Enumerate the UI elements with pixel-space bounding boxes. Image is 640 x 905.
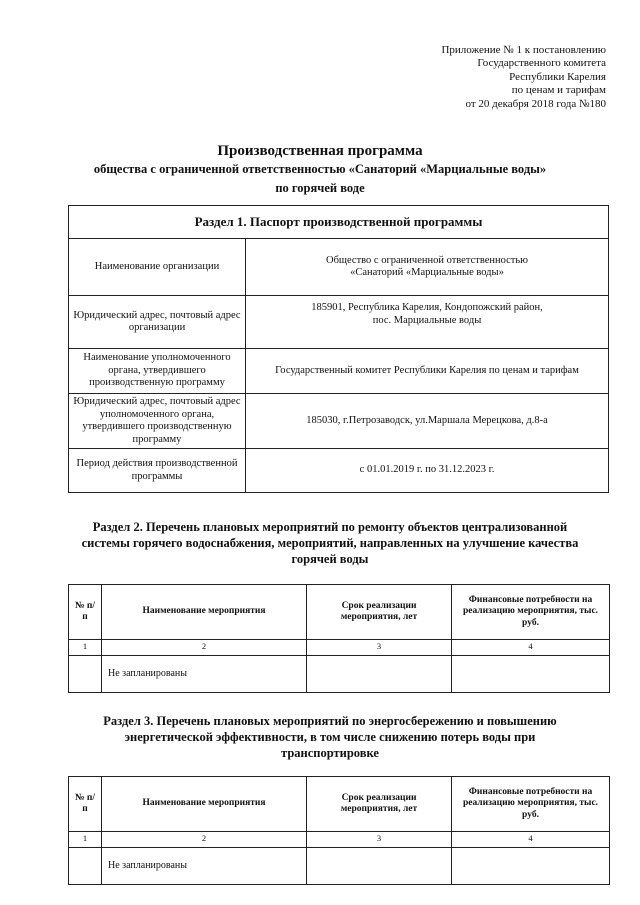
column-number-row	[69, 640, 610, 656]
title-subtitle-2: по горячей воде	[275, 181, 365, 195]
table-row	[69, 656, 610, 693]
col-index: 4	[452, 832, 610, 848]
passport-row	[69, 296, 609, 349]
title-line: энергетической эффективности, в том числе снижению потерь воды при	[124, 730, 536, 744]
appendix-line: Государственного комитета	[477, 57, 606, 70]
document-title	[0, 142, 640, 198]
passport-row	[69, 349, 609, 394]
passport-row	[69, 239, 609, 296]
col-index: 2	[102, 640, 307, 656]
table-header-row	[69, 777, 610, 832]
passport-label: Юридический адрес, почтовый адрес уполномоченного органа, утвердившего производственную программу	[69, 394, 246, 449]
col-name: Наименование мероприятия	[102, 777, 307, 832]
col-number: № п/п	[69, 777, 102, 832]
value-line: «Санаторий «Марциальные воды»	[350, 267, 504, 278]
passport-label: Наименование уполномоченного органа, утвердившего производственную программу	[69, 349, 246, 394]
col-index: 4	[452, 640, 610, 656]
appendix-line: Приложение № 1 к постановлению	[441, 44, 606, 56]
value-line: с 01.01.2019 г. по 31.12.2023 г.	[359, 464, 495, 476]
col-name: Наименование мероприятия	[102, 585, 307, 640]
value-line: пос. Марциальные воды	[372, 314, 482, 326]
appendix-line: Республики Карелия	[509, 70, 606, 83]
column-number-row	[69, 832, 610, 848]
table-row	[69, 848, 610, 885]
cell-empty	[307, 848, 452, 885]
appendix-line: по ценам и тарифам	[511, 84, 606, 97]
section2-title	[40, 519, 620, 567]
passport-row	[69, 449, 609, 493]
col-index: 1	[69, 640, 102, 656]
value-line: Государственный комитет Республики Карелия по ценам и тарифам	[275, 364, 579, 376]
value-line: 185030, г.Петрозаводск, ул.Маршала Мерецкова, д.8-а	[306, 414, 548, 426]
title-line: горячей воды	[291, 552, 369, 566]
passport-value	[246, 296, 609, 349]
col-term: Срок реализации мероприятия, лет	[307, 585, 452, 640]
cell-name: Не запланированы	[102, 848, 307, 885]
cell-empty	[452, 656, 610, 693]
appendix-note	[441, 44, 606, 111]
title-line: транспортировке	[281, 746, 379, 760]
passport-value	[246, 449, 609, 493]
section2-table	[68, 584, 610, 693]
col-finance: Финансовые потребности на реализацию мероприятия, тыс. руб.	[452, 777, 610, 832]
col-index: 1	[69, 832, 102, 848]
passport-table	[68, 205, 609, 493]
passport-header: Раздел 1. Паспорт производственной программы	[69, 206, 609, 239]
table-header-row	[69, 585, 610, 640]
title-subtitle: общества с ограниченной ответственностью «Санаторий «Марциальные воды»	[93, 162, 547, 176]
passport-value	[246, 394, 609, 449]
section3-table	[68, 776, 610, 885]
value-line: 185901, Республика Карелия, Кондопожский район,	[311, 302, 543, 313]
col-number: № п/п	[69, 585, 102, 640]
cell-empty	[69, 656, 102, 693]
passport-value	[246, 349, 609, 394]
title-main: Производственная программа	[217, 143, 423, 159]
passport-label: Наименование организации	[69, 239, 246, 296]
appendix-line: от 20 декабря 2018 года №180	[465, 97, 606, 110]
value-line: Общество с ограниченной ответственностью	[325, 254, 529, 266]
col-finance: Финансовые потребности на реализацию мероприятия, тыс. руб.	[452, 585, 610, 640]
col-index: 3	[307, 640, 452, 656]
cell-empty	[452, 848, 610, 885]
col-term: Срок реализации мероприятия, лет	[307, 777, 452, 832]
passport-value	[246, 239, 609, 296]
title-line: системы горячего водоснабжения, мероприятий, направленных на улучшение качества	[81, 536, 579, 550]
cell-empty	[307, 656, 452, 693]
passport-label: Юридический адрес, почтовый адрес организации	[69, 296, 246, 349]
passport-label: Период действия производственной программы	[69, 449, 246, 493]
title-line: Раздел 2. Перечень плановых мероприятий по ремонту объектов централизованной	[92, 520, 568, 534]
col-index: 2	[102, 832, 307, 848]
col-index: 3	[307, 832, 452, 848]
cell-name: Не запланированы	[102, 656, 307, 693]
cell-empty	[69, 848, 102, 885]
passport-row	[69, 394, 609, 449]
section3-title	[40, 713, 620, 761]
title-line: Раздел 3. Перечень плановых мероприятий по энергосбережению и повышению	[103, 714, 557, 728]
